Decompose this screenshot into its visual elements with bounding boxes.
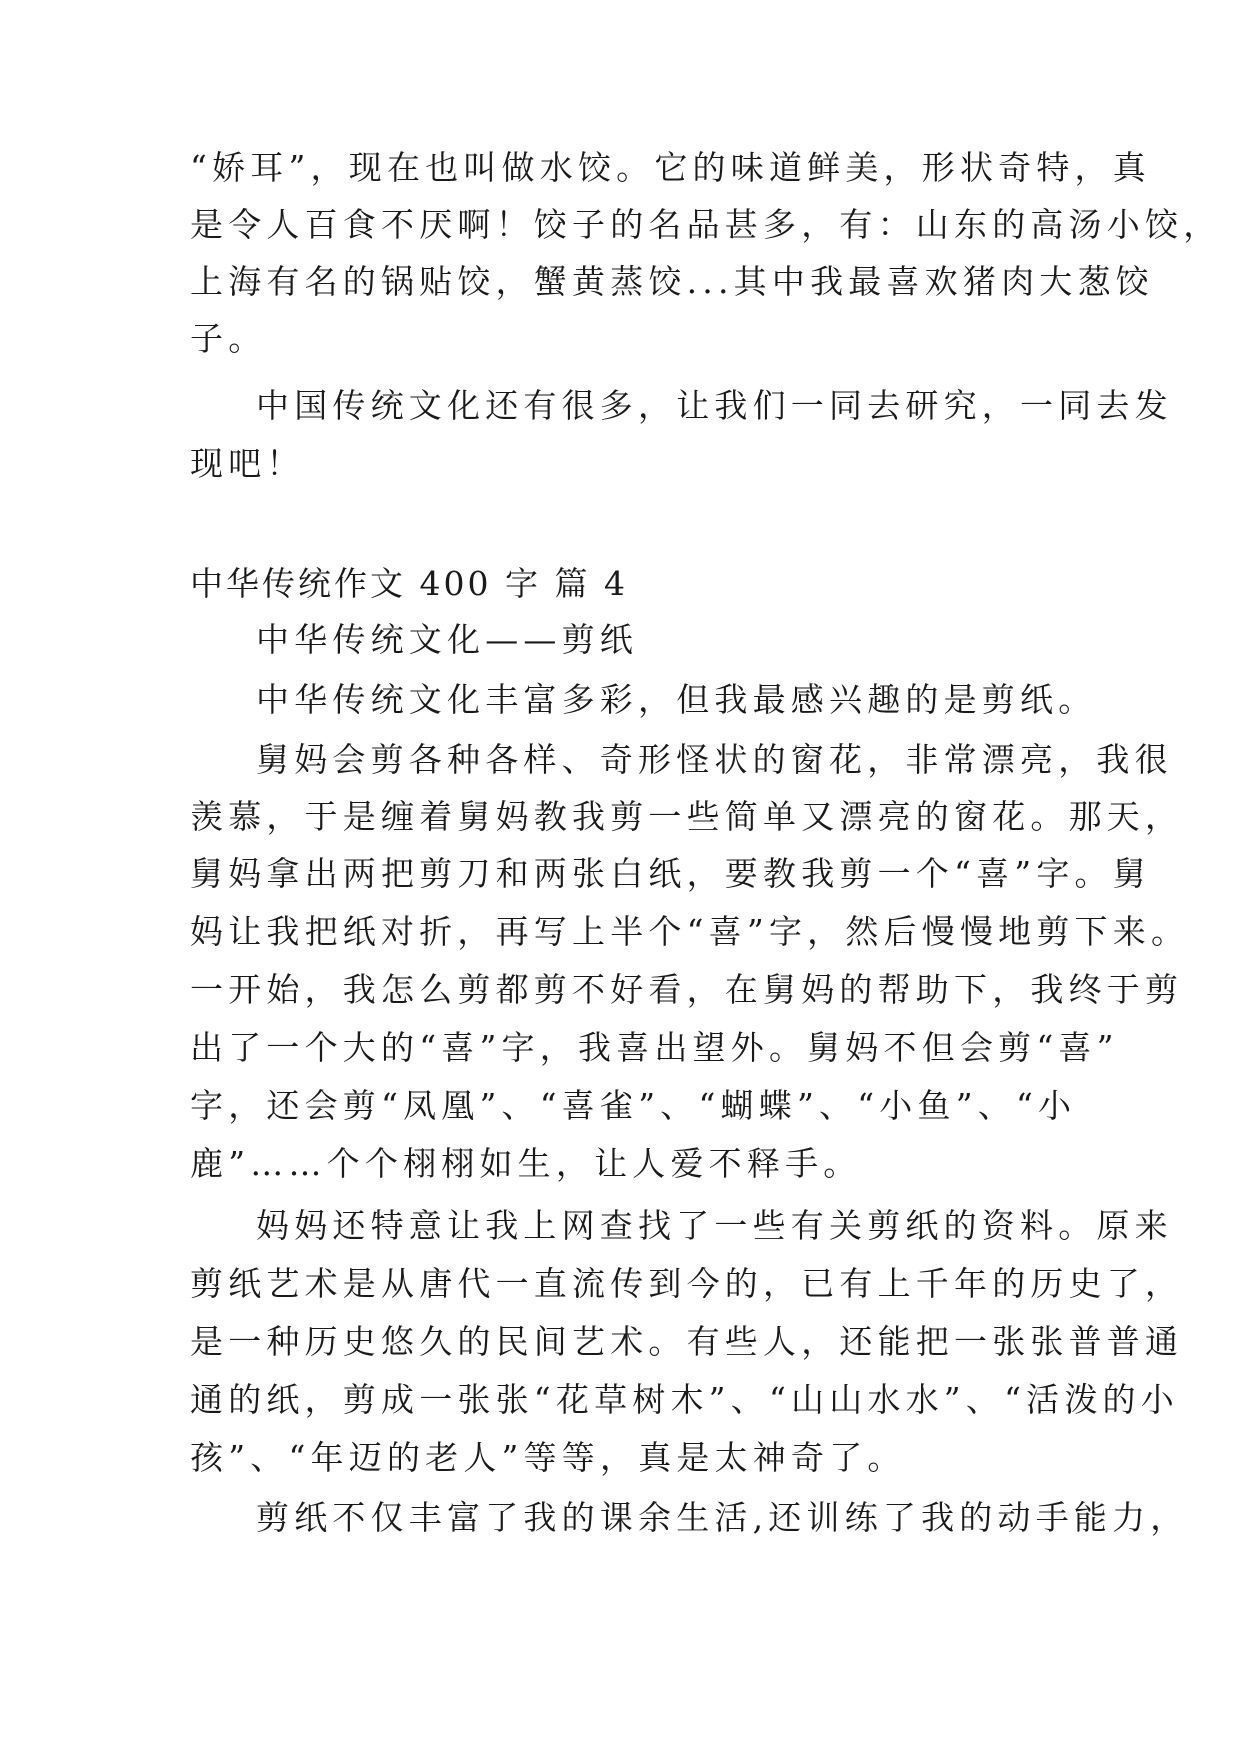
text-line: 通的纸，剪成一张张“花草树木”、“山山水水”、“活泼的小 [190, 1380, 1179, 1419]
essay-title: 中华传统文化——剪纸 [256, 620, 638, 659]
text-line: 字，还会剪“凤凰”、“喜雀”、“蝴蝶”、“小鱼”、“小 [190, 1086, 1077, 1125]
text-line: 现吧！ [190, 444, 305, 483]
text-line: 是一种历史悠久的民间艺术。有些人，还能把一张张普普通 [190, 1322, 1184, 1361]
text-line: 羡慕，于是缠着舅妈教我剪一些简单又漂亮的窗花。那天， [190, 797, 1184, 836]
section-heading: 中华传统作文 400 字 篇 4 [190, 564, 628, 603]
text-line: 出了一个大的“喜”字，我喜出望外。舅妈不但会剪“喜” [190, 1028, 1119, 1067]
paragraph-start: 中国传统文化还有很多，让我们一同去研究，一同去发 [256, 386, 1173, 425]
text-line: 子。 [190, 319, 267, 358]
paragraph-start: 妈妈还特意让我上网查找了一些有关剪纸的资料。原来 [256, 1206, 1173, 1245]
paragraph-start: 中华传统文化丰富多彩，但我最感兴趣的是剪纸。 [256, 680, 1097, 719]
text-line: 上海有名的锅贴饺，蟹黄蒸饺...其中我最喜欢猪肉大葱饺 [190, 262, 1154, 301]
text-line: 是令人百食不厌啊！饺子的名品甚多，有：山东的高汤小饺， [190, 205, 1222, 244]
text-line: 孩”、“年迈的老人”等等，真是太神奇了。 [190, 1438, 906, 1477]
text-line: 舅妈拿出两把剪刀和两张白纸，要教我剪一个“喜”字。舅 [190, 854, 1151, 893]
paragraph-start: 剪纸不仅丰富了我的课余生活,还训练了我的动手能力， [256, 1498, 1189, 1537]
text-line: 一开始，我怎么剪都剪不好看，在舅妈的帮助下，我终于剪 [190, 970, 1184, 1009]
paragraph-start: 舅妈会剪各种各样、奇形怪状的窗花，非常漂亮，我很 [256, 740, 1173, 779]
text-line: “娇耳”，现在也叫做水饺。它的味道鲜美，形状奇特，真 [190, 148, 1151, 187]
text-line: 鹿”……个个栩栩如生，让人爱不释手。 [190, 1144, 862, 1183]
text-line: 剪纸艺术是从唐代一直流传到今的，已有上千年的历史了， [190, 1264, 1184, 1303]
text-line: 妈让我把纸对折，再写上半个“喜”字，然后慢慢地剪下来。 [190, 912, 1190, 951]
